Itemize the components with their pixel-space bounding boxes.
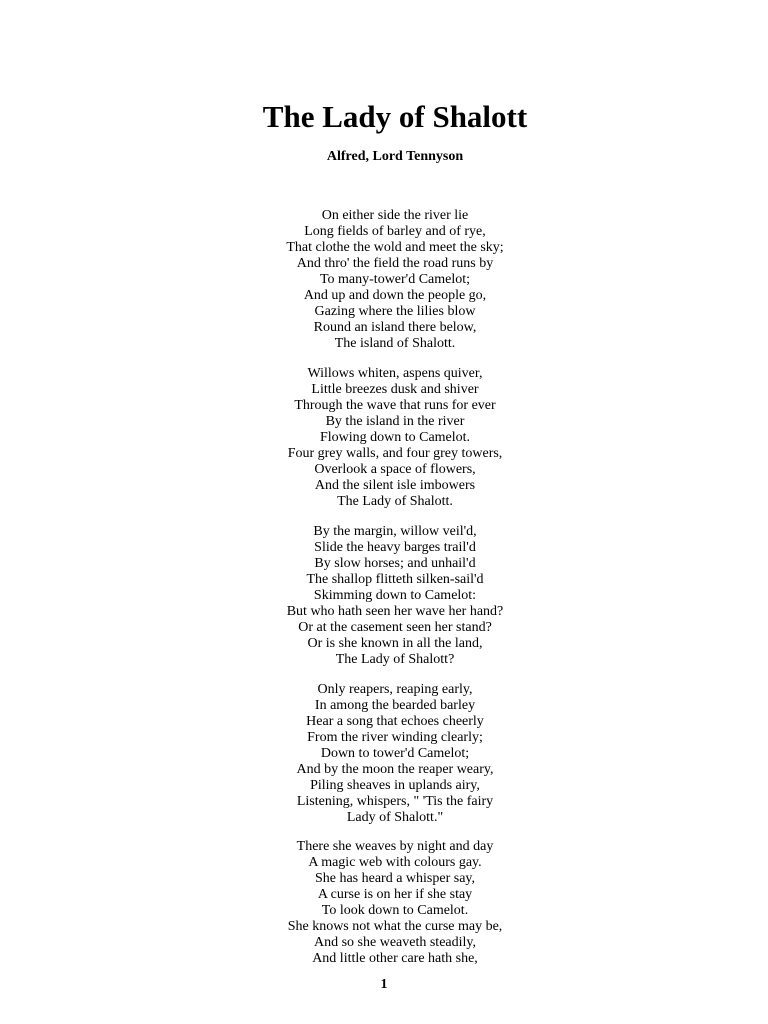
poem-line: Long fields of barley and of rye, <box>304 224 486 239</box>
poem-line: That clothe the wold and meet the sky; <box>286 240 504 255</box>
poem-line: And thro' the field the road runs by <box>296 256 494 271</box>
stanza-4 <box>0 682 768 826</box>
poem-line: In among the bearded barley <box>314 698 476 713</box>
poem-line: Skimming down to Camelot: <box>313 588 477 603</box>
poem-line: Listening, whispers, " 'Tis the fairy <box>296 794 494 809</box>
page-number: 1 <box>380 977 388 992</box>
poem-line: Only reapers, reaping early, <box>317 682 473 697</box>
stanza-1 <box>0 208 768 352</box>
poem-line: Or at the casement seen her stand? <box>298 620 492 635</box>
poem-line: To look down to Camelot. <box>321 903 469 918</box>
poem-line: She knows not what the curse may be, <box>287 919 503 934</box>
poem-line: To many-tower'd Camelot; <box>319 272 471 287</box>
poem-line: Through the wave that runs for ever <box>294 398 496 413</box>
poem-line: Gazing where the lilies blow <box>314 304 476 319</box>
poem-title: The Lady of Shalott <box>262 99 528 134</box>
poem-line: And the silent isle imbowers <box>314 478 476 493</box>
poem-line: Little breezes dusk and shiver <box>311 382 479 397</box>
poem-line: And little other care hath she, <box>312 951 478 966</box>
poem-line: From the river winding clearly; <box>307 730 483 745</box>
poem-line: Willows whiten, aspens quiver, <box>307 366 483 381</box>
poem-line: Round an island there below, <box>313 320 477 335</box>
poem-line: Overlook a space of flowers, <box>314 462 476 477</box>
poem-line: Four grey walls, and four grey towers, <box>287 446 503 461</box>
poem-line: Lady of Shalott." <box>346 810 444 825</box>
poem-line: Flowing down to Camelot. <box>319 430 471 445</box>
poem-line: Or is she known in all the land, <box>307 636 483 651</box>
poem-line: By slow horses; and unhail'd <box>314 556 476 571</box>
poem-line: Slide the heavy barges trail'd <box>314 540 476 555</box>
poem-author: Alfred, Lord Tennyson <box>326 149 464 164</box>
stanza-5 <box>0 839 768 967</box>
poem-line: But who hath seen her wave her hand? <box>286 604 504 619</box>
poem-line: And so she weaveth steadily, <box>314 935 476 950</box>
poem-line: The shallop flitteth silken-sail'd <box>306 572 484 587</box>
poem-line: Down to tower'd Camelot; <box>320 746 470 761</box>
poem-line: And by the moon the reaper weary, <box>296 762 494 777</box>
poem-line: A magic web with colours gay. <box>308 855 482 870</box>
stanza-2 <box>0 366 768 510</box>
poem-line: The island of Shalott. <box>334 336 456 351</box>
poem-line: She has heard a whisper say, <box>314 871 476 886</box>
poem-line: By the island in the river <box>325 414 465 429</box>
poem-line: The Lady of Shalott? <box>335 652 455 667</box>
poem-line: On either side the river lie <box>321 208 469 223</box>
stanza-3 <box>0 524 768 668</box>
poem-line: Hear a song that echoes cheerly <box>306 714 484 729</box>
poem-line: The Lady of Shalott. <box>337 494 453 509</box>
poem-line: Piling sheaves in uplands airy, <box>310 778 480 793</box>
poem-line: And up and down the people go, <box>303 288 487 303</box>
poem-line: There she weaves by night and day <box>296 839 494 854</box>
poem-line: By the margin, willow veil'd, <box>313 524 477 539</box>
poem-line: A curse is on her if she stay <box>317 887 473 902</box>
